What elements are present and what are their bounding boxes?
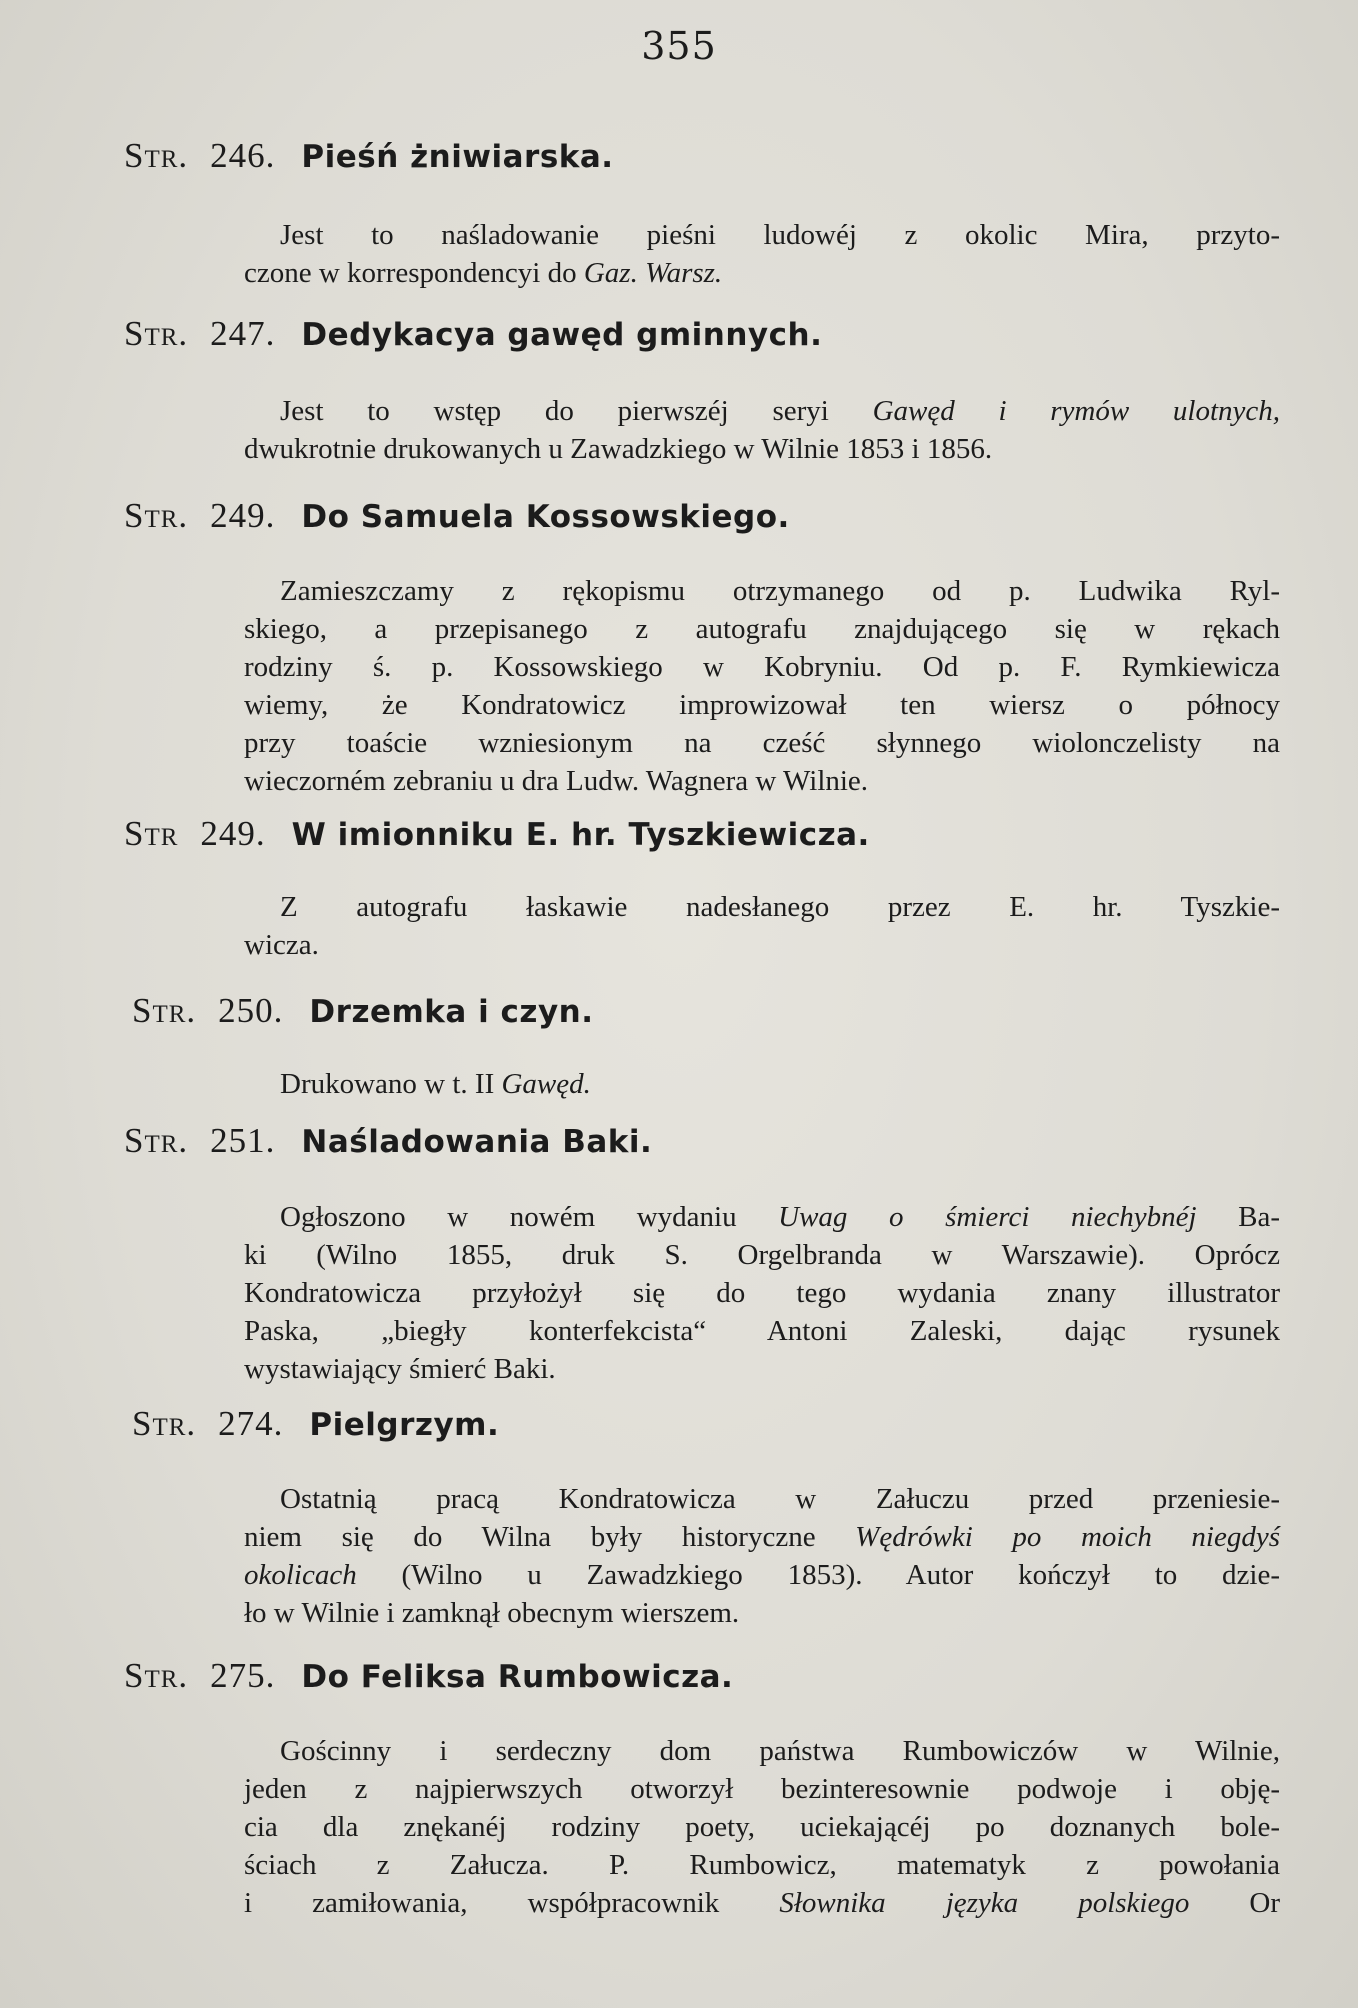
text-run: dwukrotnie drukowanych u Zawadzkiego w Wilnie 1853 i 1856. (244, 433, 993, 465)
note-text (244, 1480, 1280, 1632)
text-run: (Wilno u Zawadzkiego 1853). Autor kończył to dzie- (356, 1559, 1280, 1591)
text-line (244, 1274, 1280, 1312)
entry-heading (132, 1404, 499, 1444)
text-run: Zamieszczamy z rękopismu otrzymanego od p. Ludwika Ryl- (280, 575, 1280, 607)
page-ref-number: 250. (218, 991, 284, 1030)
note-text (244, 1198, 1280, 1388)
page-ref-number: 251. (210, 1121, 276, 1160)
text-run: wicza. (244, 929, 319, 961)
text-run: czone w korrespondencyi do (244, 257, 584, 289)
text-run: rodziny ś. p. Kossowskiego w Kobryniu. Od p. F. Rymkiewicza (244, 651, 1280, 683)
text-run: i zamiłowania, współpracownik (244, 1887, 780, 1919)
text-line (244, 1312, 1280, 1350)
text-run: Kondratowicza przyłożył się do tego wydania znany illustrator (244, 1277, 1280, 1309)
poem-title: Naśladowania Baki. (301, 1124, 653, 1160)
text-line (280, 216, 1280, 254)
text-run: wystawiający śmierć Baki. (244, 1353, 556, 1385)
note-text (244, 1065, 1280, 1103)
entry-heading (124, 814, 870, 854)
entry-heading (132, 991, 594, 1031)
italic-text: Wędrówki po moich niegdyś (855, 1521, 1280, 1553)
poem-title: Pielgrzym. (309, 1407, 500, 1443)
text-run: Z autografu łaskawie nadesłanego przez E. hr. Tyszkie- (280, 891, 1280, 923)
text-line (244, 648, 1280, 686)
entry-heading (124, 1656, 733, 1696)
page-ref-number: 274. (218, 1404, 284, 1443)
text-run: wieczorném zebraniu u dra Ludw. Wagnera w Wilnie. (244, 765, 869, 797)
poem-title: Pieśń żniwiarska. (301, 139, 614, 175)
text-run: Ostatnią pracą Kondratowicza w Załuczu przed przeniesie- (280, 1483, 1280, 1515)
text-line (280, 888, 1280, 926)
text-run: przy toaście wzniesionym na cześć słynnego wiolonczelisty na (244, 727, 1280, 759)
page-ref-label: Str (124, 814, 179, 853)
entry-heading (124, 1121, 652, 1161)
page-ref-number: 249. (200, 814, 266, 853)
text-run: Or (1189, 1887, 1280, 1919)
note-text (244, 888, 1280, 964)
text-run: Paska, „biegły konterfekcista“ Antoni Zaleski, dając rysunek (244, 1315, 1280, 1347)
page-ref-label: Str. (124, 1656, 189, 1695)
poem-title: Do Feliksa Rumbowicza. (301, 1659, 734, 1695)
italic-text: Słownika języka polskiego (779, 1887, 1190, 1919)
text-line (280, 572, 1280, 610)
italic-text: Gawęd i rymów ulotnych, (872, 395, 1281, 427)
text-run: jeden z najpierwszych otworzył bezinteresownie podwoje i obję- (244, 1773, 1280, 1805)
poem-title: W imionniku E. hr. Tyszkiewicza. (291, 817, 870, 853)
text-line (280, 1480, 1280, 1518)
text-run: Ogłoszono w nowém wydaniu (280, 1201, 779, 1233)
text-line (244, 254, 1280, 292)
page-ref-number: 246. (210, 136, 276, 175)
text-run: ki (Wilno 1855, druk S. Orgelbranda w Warszawie). Oprócz (244, 1239, 1280, 1271)
poem-title: Dedykacya gawęd gminnych. (301, 317, 823, 353)
text-run: ło w Wilnie i zamknął obecnym wierszem. (244, 1597, 740, 1629)
note-text (244, 1732, 1280, 1922)
poem-title: Drzemka i czyn. (309, 994, 594, 1030)
text-line (244, 610, 1280, 648)
italic-text: Gawęd. (501, 1068, 591, 1100)
text-line (244, 1518, 1280, 1556)
text-run: Drukowano w t. II (280, 1068, 502, 1100)
page-ref-label: Str. (124, 1121, 189, 1160)
text-line (244, 1236, 1280, 1274)
page-ref-label: Str. (124, 314, 189, 353)
page-ref-label: Str. (132, 991, 197, 1030)
page-ref-number: 249. (210, 496, 276, 535)
entry-heading (124, 496, 790, 536)
entry-heading (124, 136, 614, 176)
text-run: Jest to wstęp do pierwszéj seryi (280, 395, 873, 427)
page-number: 355 (641, 24, 717, 68)
text-run: wiemy, że Kondratowicz improwizował ten wiersz o północy (244, 689, 1280, 721)
page-ref-label: Str. (124, 136, 189, 175)
page-ref-number: 275. (210, 1656, 276, 1695)
poem-title: Do Samuela Kossowskiego. (301, 499, 790, 535)
text-line (244, 1350, 1280, 1388)
text-line (244, 926, 1280, 964)
text-run: Gościnny i serdeczny dom państwa Rumbowiczów w Wilnie, (280, 1735, 1280, 1767)
text-line (244, 430, 1280, 468)
italic-text: okolicach (244, 1559, 357, 1591)
text-run: skiego, a przepisanego z autografu znajdującego się w rękach (244, 613, 1280, 645)
italic-text: Uwag o śmierci niechybnéj (778, 1201, 1197, 1233)
text-line (244, 724, 1280, 762)
note-text (244, 392, 1280, 468)
text-line (244, 1884, 1280, 1922)
text-line (244, 686, 1280, 724)
text-line (244, 1594, 1280, 1632)
note-text (244, 216, 1280, 292)
text-line (280, 1732, 1280, 1770)
text-line (280, 392, 1280, 430)
text-run: niem się do Wilna były historyczne (244, 1521, 856, 1553)
text-run: cia dla znękanéj rodziny poety, uciekającéj po doznanych bole- (244, 1811, 1280, 1843)
text-line (244, 1808, 1280, 1846)
text-run: Jest to naśladowanie pieśni ludowéj z okolic Mira, przyto- (280, 219, 1280, 251)
text-line (244, 762, 1280, 800)
page-ref-label: Str. (124, 496, 189, 535)
text-run: ściach z Załucza. P. Rumbowicz, matematyk z powołania (244, 1849, 1280, 1881)
text-line (244, 1846, 1280, 1884)
text-line (244, 1770, 1280, 1808)
entry-heading (124, 314, 822, 354)
italic-text: Gaz. Warsz. (583, 257, 723, 289)
text-line (280, 1198, 1280, 1236)
text-line (280, 1065, 1280, 1103)
text-line (244, 1556, 1280, 1594)
page-ref-label: Str. (132, 1404, 197, 1443)
page-ref-number: 247. (210, 314, 276, 353)
note-text (244, 572, 1280, 800)
text-run: Ba- (1196, 1201, 1280, 1233)
